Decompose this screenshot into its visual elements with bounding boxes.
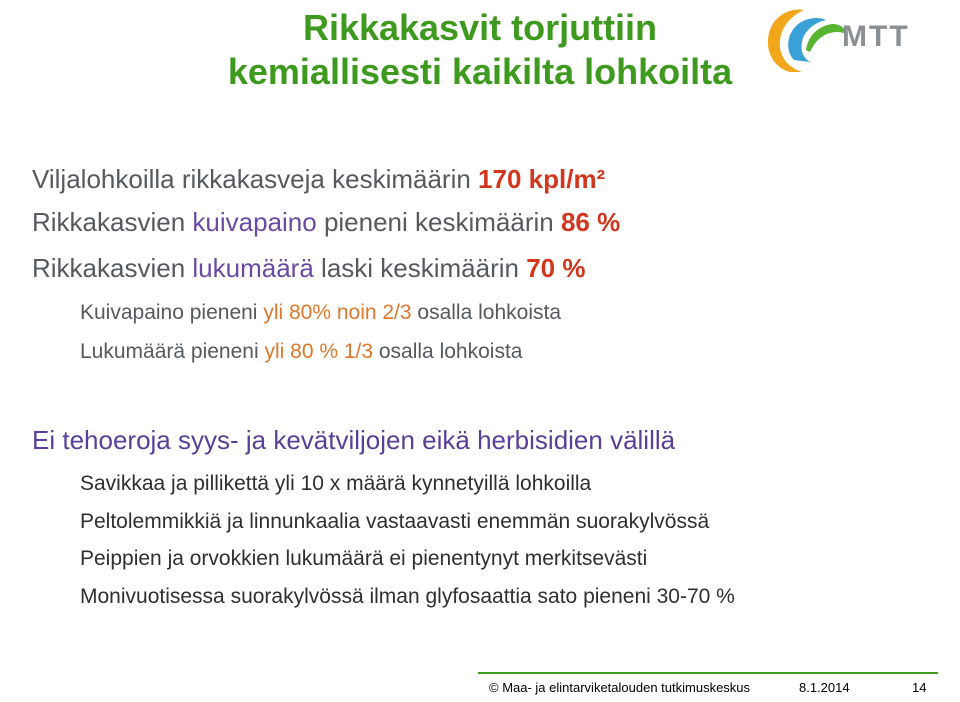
footer-copyright: © Maa- ja elintarviketalouden tutkimuskeskus [489,680,751,695]
sub-bullet-count-highlight: yli 80 % 1/3 [264,340,374,363]
sub-bullet-peippi: Peippien ja orvokkien lukumäärä ei pienentynyt merkitsevästi [80,547,648,570]
sub-bullet-count-text-a: Lukumäärä pieneni [80,340,265,363]
sub-bullet-dry-weight-text-a: Kuivapaino pieneni [80,301,264,324]
bullet-count [32,253,585,284]
bullet-count-keyword: lukumäärä [192,253,314,283]
sub-bullet-count-text-c: osalla lohkoista [373,340,523,363]
bullet-count-text-a: Rikkakasvien [32,253,193,283]
slide-title [150,6,810,94]
sub-bullet-dry-weight-text-c: osalla lohkoista [411,301,561,324]
bullet-dry-weight-text-a: Rikkakasvien [32,207,193,237]
sub-bullet-dry-weight-highlight: yli 80% noin 2/3 [263,301,412,324]
sub-bullet-savikka: Savikkaa ja pillikettä yli 10 x määrä kynnetyillä lohkoilla [80,472,592,495]
slide-title-line-1: Rikkakasvit torjuttiin [302,7,658,48]
mtt-logo-emblem-icon [768,10,846,73]
bullet-dry-weight-text-c: pieneni keskimäärin [316,207,561,237]
bullet-weed-density [32,164,605,195]
mtt-logo [760,0,960,80]
bullet-no-differences: Ei tehoeroja syys- ja kevätviljojen eikä herbisidien välillä [32,425,676,455]
slide-title-line-2: kemiallisesti kaikilta lohkoilta [227,51,733,92]
bullet-count-text-c: laski keskimäärin [313,253,527,283]
sub-bullet-dry-weight-share [80,301,561,325]
bullet-weed-density-value: 170 kpl/m² [478,164,606,194]
bullet-weed-density-text: Viljalohkoilla rikkakasveja keskimäärin [32,164,479,194]
footer-date: 8.1.2014 [799,680,850,695]
footer-divider [478,672,938,674]
bullet-count-value: 70 % [526,253,586,283]
bullet-dry-weight-value: 86 % [560,207,621,237]
sub-bullet-peltolemmikki: Peltolemmikkiä ja linnunkaalia vastaavasti enemmän suorakylvössä [80,510,710,533]
bullet-dry-weight-keyword: kuivapaino [192,207,317,237]
sub-bullet-count-share [80,340,522,364]
bullet-dry-weight [32,207,620,238]
slide-footer [0,672,960,702]
mtt-logo-text: MTT [842,20,910,53]
footer-page-number: 14 [912,680,927,695]
sub-bullet-monivuotinen: Monivuotisessa suorakylvössä ilman glyfosaattia sato pieneni 30-70 % [80,585,735,608]
